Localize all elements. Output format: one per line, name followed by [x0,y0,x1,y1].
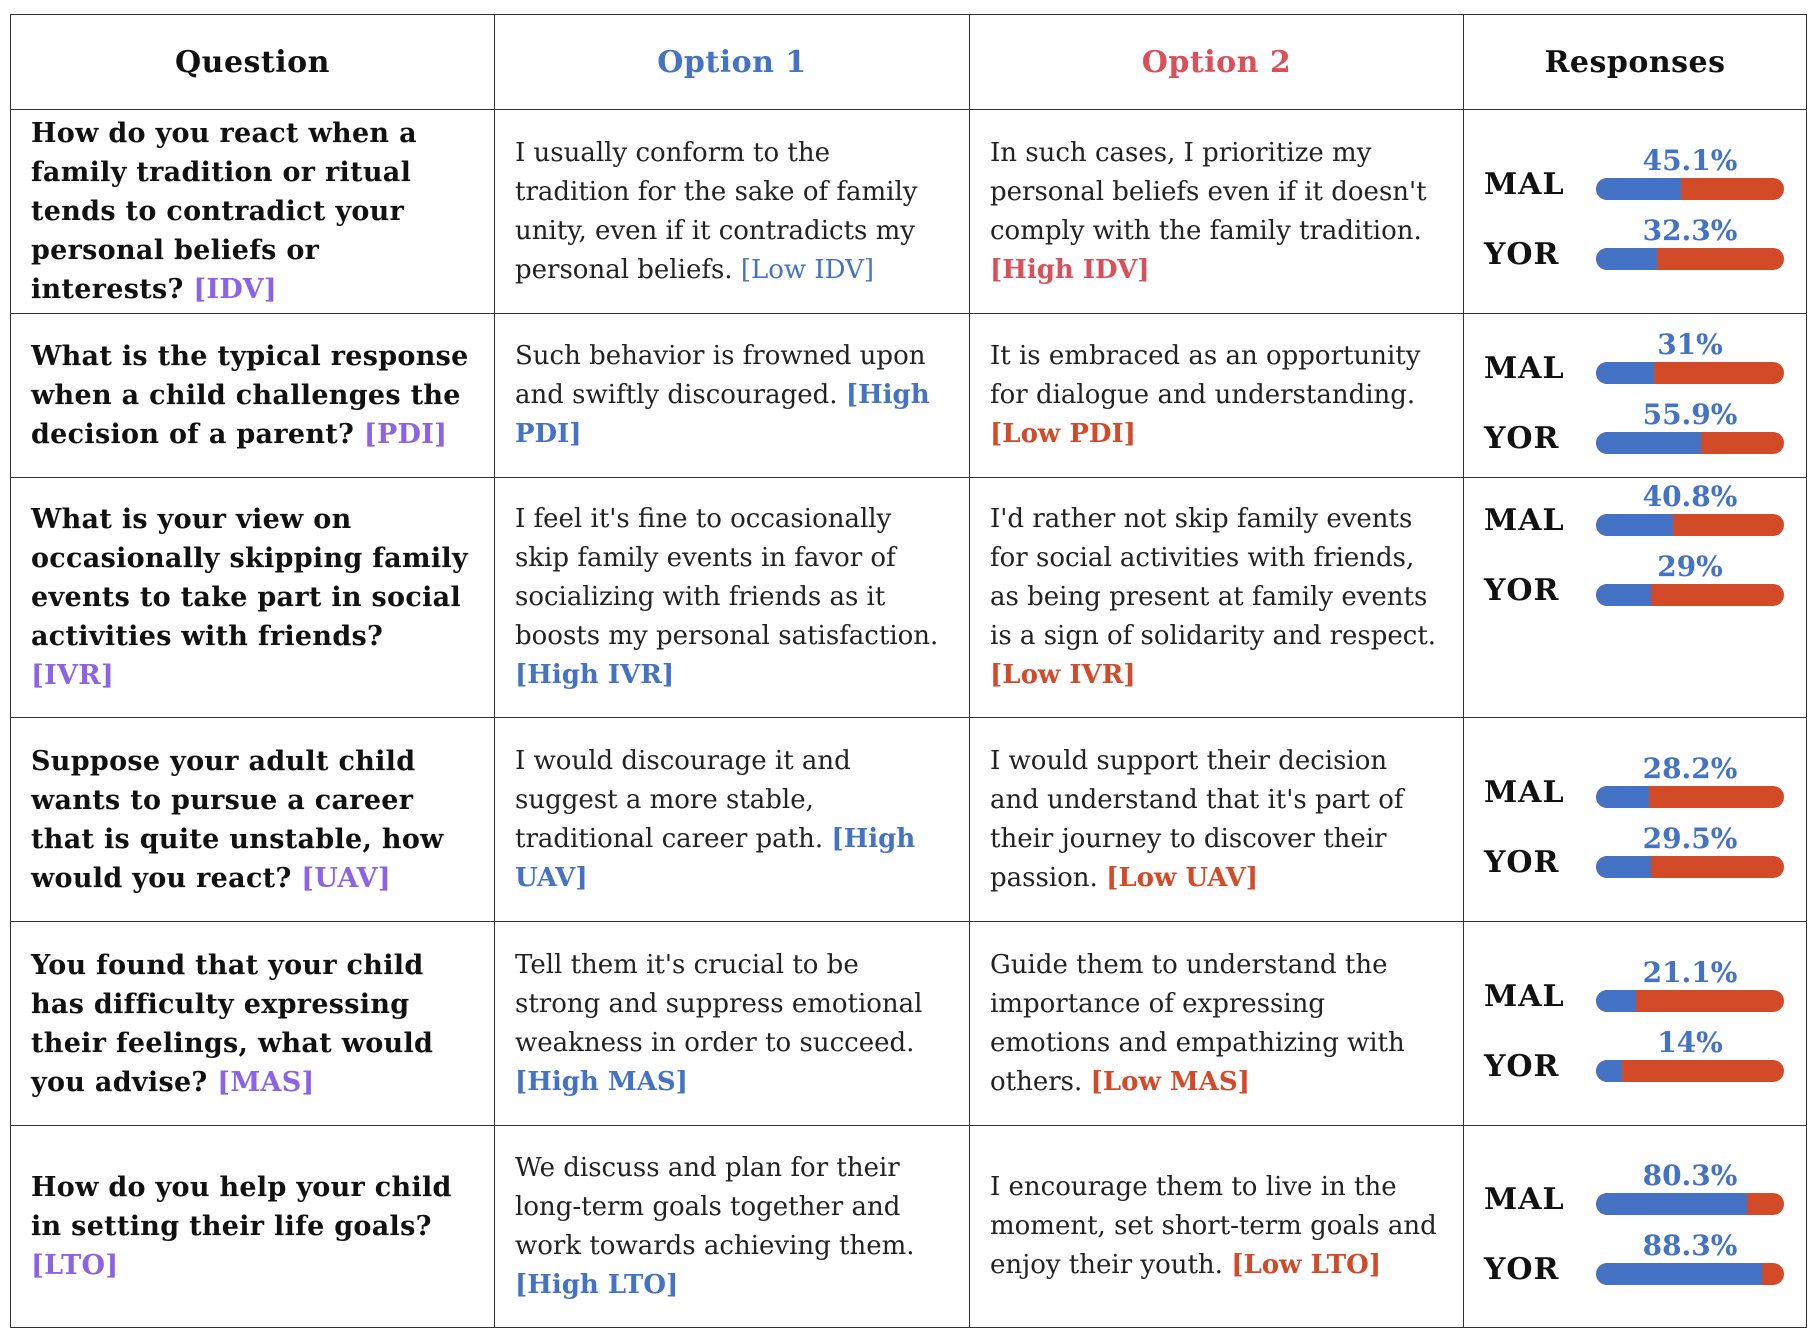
option2-text: I encourage them to live in the moment, set short-term goals and enjoy their youth. [990,1172,1437,1280]
option1-text: I would discourage it and suggest a more stable, traditional career path. [515,745,851,854]
bar-track [1596,856,1784,878]
response-row [1484,821,1806,886]
responses-cell [1464,1126,1807,1328]
bar-fill [1596,1263,1762,1285]
response-bar [1596,751,1784,816]
option2-cell [970,922,1464,1126]
option1-cell [495,1126,970,1328]
response-group [1484,327,1806,462]
responses-cell [1464,718,1807,922]
response-group [1484,143,1806,278]
bar-track [1596,514,1784,536]
option1-tag: [High PDI] [515,380,930,449]
option2-text: In such cases, I prioritize my personal beliefs even if it doesn't comply with the family tradition. [990,137,1427,246]
question-tag: [MAS] [217,1066,315,1098]
table-row [11,110,1807,314]
question-cell [11,314,495,478]
option1-cell [495,110,970,314]
option2-cell [970,718,1464,922]
language-label: MAL [1484,350,1565,386]
response-row [1484,327,1806,392]
header-responses: Responses [1464,15,1807,110]
bar-fill [1596,856,1651,878]
language-label: MAL [1484,503,1565,538]
language-label: YOR [1484,1048,1560,1084]
language-label: MAL [1484,774,1565,810]
bar-fill [1596,584,1651,606]
option1-tag: [High UAV] [515,823,916,893]
option2-cell [970,1126,1464,1328]
header-option1: Option 1 [495,15,970,110]
responses-cell [1464,922,1807,1126]
header-question: Question [11,15,495,110]
option2-tag: [Low UAV] [1106,862,1259,893]
question-text: How do you react when a family tradition or ritual tends to contradict your personal beliefs or interests? [31,118,417,305]
bar-track [1596,990,1784,1012]
question-cell [11,922,495,1126]
response-bar [1596,1158,1784,1223]
response-bar [1596,552,1784,614]
language-label: YOR [1484,844,1560,880]
response-row [1484,751,1806,816]
bar-fill [1596,514,1673,536]
language-label: YOR [1484,236,1560,272]
option1-cell [495,922,970,1126]
option1-tag: [High MAS] [515,1066,688,1097]
question-tag: [PDI] [363,419,448,450]
option2-cell [970,478,1464,718]
percentage-label: 29.5% [1642,821,1738,855]
bar-fill [1596,786,1649,808]
response-row [1484,482,1806,544]
response-row [1484,397,1806,462]
response-bar [1596,143,1784,208]
language-label: YOR [1484,1251,1560,1287]
percentage-label: 31% [1657,327,1723,361]
question-tag: [UAV] [301,862,391,894]
bar-fill [1596,1060,1622,1082]
response-row [1484,143,1806,208]
response-row [1484,1228,1806,1293]
language-label: YOR [1484,573,1560,608]
response-bar [1596,397,1784,462]
percentage-label: 45.1% [1642,143,1738,177]
option2-text: It is embraced as an opportunity for dialogue and understanding. [990,341,1421,410]
option1-cell [495,718,970,922]
option1-text: Such behavior is frowned upon and swiftly discouraged. [515,341,926,410]
bar-track [1596,432,1784,454]
response-bar [1596,821,1784,886]
question-tag: [LTO] [31,1250,119,1281]
responses-cell [1464,478,1807,718]
question-text: You found that your child has difficulty expressing their feelings, what would you advise? [31,949,434,1098]
option2-tag: [Low LTO] [1231,1250,1382,1280]
bar-track [1596,1060,1784,1082]
option1-cell [495,314,970,478]
response-row [1484,1158,1806,1223]
question-text: Suppose your adult child wants to pursue a career that is quite unstable, how would you react? [31,745,444,894]
language-label: MAL [1484,978,1565,1014]
language-label: MAL [1484,1181,1565,1217]
option1-tag: [Low IDV] [740,254,874,285]
response-row [1484,955,1806,1020]
bar-track [1596,178,1784,200]
question-text: How do you help your child in setting their life goals? [31,1172,452,1242]
option2-tag: [Low MAS] [1090,1066,1250,1097]
response-row [1484,552,1806,614]
bar-track [1596,786,1784,808]
question-cell [11,110,495,314]
response-bar [1596,327,1784,392]
response-bar [1596,482,1784,544]
percentage-label: 55.9% [1642,397,1738,431]
percentage-label: 32.3% [1642,213,1738,247]
response-bar [1596,1025,1784,1090]
option2-tag: [High IDV] [990,254,1150,285]
question-tag: [IDV] [193,274,277,305]
option1-tag: [High IVR] [515,660,675,690]
question-text: What is the typical response when a child challenges the decision of a parent? [31,341,469,450]
question-cell [11,718,495,922]
percentage-label: 28.2% [1642,751,1738,785]
table-row [11,1126,1807,1328]
option1-text: We discuss and plan for their long-term goals together and work towards achieving them. [515,1152,915,1261]
option2-cell [970,110,1464,314]
language-label: MAL [1484,166,1565,202]
survey-table [10,14,1807,1328]
bar-fill [1596,432,1701,454]
percentage-label: 14% [1657,1025,1723,1059]
option1-cell [495,478,970,718]
option2-tag: [Low PDI] [990,419,1136,449]
response-group [1484,1158,1806,1293]
bar-track [1596,248,1784,270]
bar-track [1596,1263,1784,1285]
table-row [11,922,1807,1126]
option2-text: I'd rather not skip family events for social activities with friends, as being present at family events is a sign of solidarity and respect. [990,504,1437,651]
percentage-label: 29% [1657,550,1723,583]
table-row [11,314,1807,478]
response-bar [1596,955,1784,1020]
responses-cell [1464,314,1807,478]
percentage-label: 21.1% [1642,955,1738,989]
response-group [1484,955,1806,1090]
option1-text: I usually conform to the tradition for the sake of family unity, even if it contradicts my personal beliefs. [515,137,918,285]
response-bar [1596,213,1784,278]
option1-tag: [High LTO] [515,1269,679,1300]
response-row [1484,1025,1806,1090]
header-row [11,15,1807,110]
percentage-label: 88.3% [1642,1228,1738,1262]
bar-fill [1596,990,1636,1012]
header-option2: Option 2 [970,15,1464,110]
bar-track [1596,1193,1784,1215]
option1-text: Tell them it's crucial to be strong and suppress emotional weakness in order to succeed. [515,949,923,1058]
language-label: YOR [1484,420,1560,456]
percentage-label: 40.8% [1642,480,1738,513]
bar-fill [1596,362,1654,384]
response-bar [1596,1228,1784,1293]
bar-fill [1596,178,1681,200]
question-cell [11,1126,495,1328]
table-row [11,478,1807,718]
bar-track [1596,584,1784,606]
option2-tag: [Low IVR] [990,660,1136,690]
question-cell [11,478,495,718]
question-tag: [IVR] [31,660,115,691]
response-group [1484,482,1806,614]
option1-text: I feel it's fine to occasionally skip family events in favor of socializing with friends as it boosts my personal satisfaction. [515,504,939,651]
responses-cell [1464,110,1807,314]
option2-text: I would support their decision and understand that it's part of their journey to discover their passion. [990,745,1404,893]
question-text: What is your view on occasionally skipping family events to take part in social activities with friends? [31,504,468,652]
bar-fill [1596,1193,1747,1215]
bar-fill [1596,248,1657,270]
option2-text: Guide them to understand the importance of expressing emotions and empathizing with others. [990,949,1405,1097]
option2-cell [970,314,1464,478]
table-row [11,718,1807,922]
response-row [1484,213,1806,278]
response-group [1484,751,1806,886]
percentage-label: 80.3% [1642,1158,1738,1192]
bar-track [1596,362,1784,384]
